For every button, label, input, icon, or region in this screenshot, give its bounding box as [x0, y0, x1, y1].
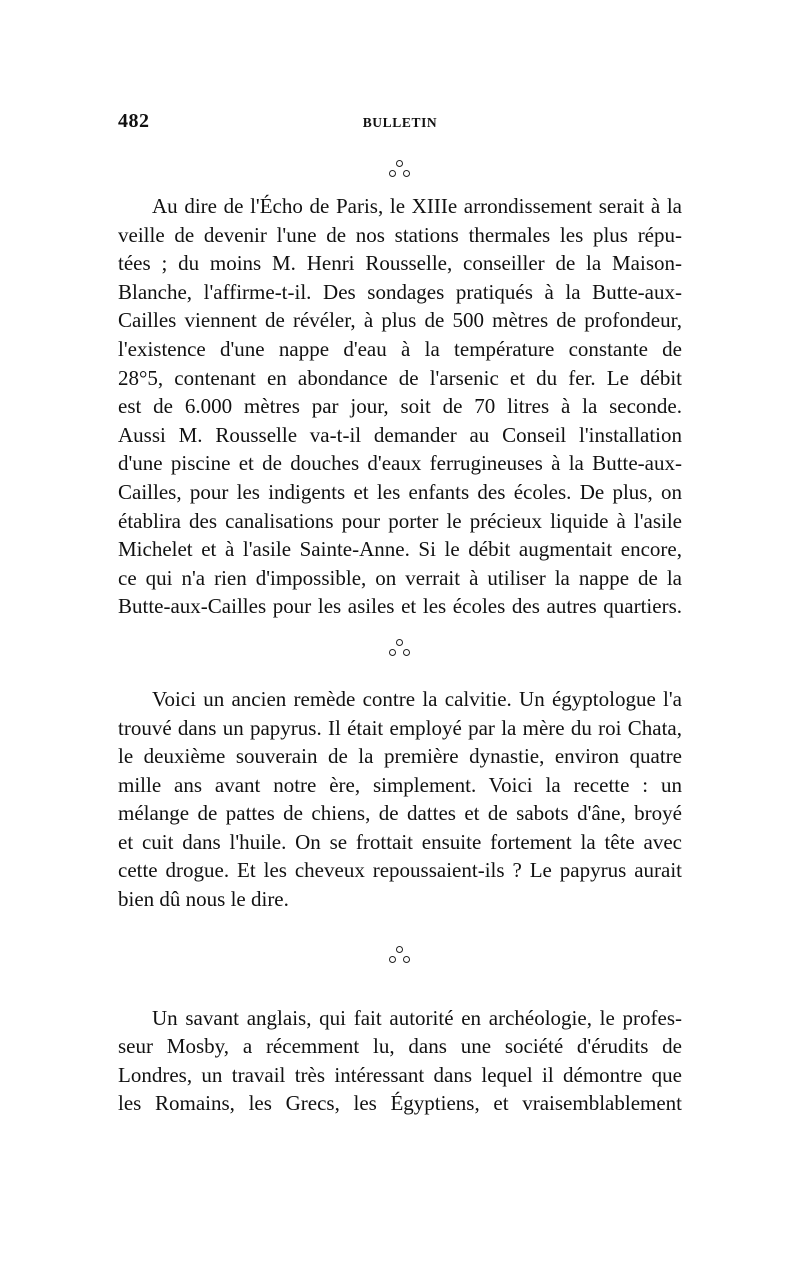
- text-line: Michelet et à l'asile Sainte-Anne. Si le débit augmentait encore,: [118, 537, 682, 562]
- text-line: Voici un ancien remède contre la calvitie. Un égyptologue l'a: [152, 686, 682, 711]
- text-line: les Romains, les Grecs, les Égyptiens, et vraisemblablement: [118, 1091, 682, 1116]
- page-header: [118, 110, 682, 140]
- text-line: Cailles viennent de révéler, à plus de 500 mètres de profondeur,: [118, 308, 682, 333]
- text-line: Cailles, pour les indigents et les enfants des écoles. De plus, on: [118, 479, 682, 504]
- text-line: Un savant anglais, qui fait autorité en archéologie, le profes-: [152, 1005, 682, 1030]
- text-line: mélange de pattes de chiens, de dattes et de sabots d'âne, broyé: [118, 801, 682, 826]
- page: [118, 110, 682, 1118]
- text-line: est de 6.000 mètres par jour, soit de 70 litres à la seconde.: [118, 394, 682, 419]
- text-line: veille de devenir l'une de nos stations thermales les plus répu-: [118, 222, 682, 247]
- text-line: 28°5, contenant en abondance de l'arsenic et du fer. Le débit: [118, 365, 682, 390]
- text-line: seur Mosby, a récemment lu, dans une société d'érudits de: [118, 1034, 682, 1059]
- text-line: d'une piscine et de douches d'eaux ferrugineuses à la Butte-aux-: [118, 451, 682, 476]
- text-line: cette drogue. Et les cheveux repoussaient-ils ? Le papyrus aurait: [118, 858, 682, 883]
- text-line: Butte-aux-Cailles pour les asiles et les écoles des autres quartiers.: [118, 594, 682, 619]
- section-separator-icon: [380, 637, 420, 667]
- text-line: Au dire de l'Écho de Paris, le XIIIe arrondissement serait à la: [152, 194, 682, 218]
- text-line: l'existence d'une nappe d'eau à la température constante de: [118, 336, 682, 361]
- text-line: le deuxième souverain de la première dynastie, environ quatre: [118, 744, 682, 769]
- text-line: bien dû nous le dire.: [118, 887, 289, 912]
- paragraph-calvitie: [118, 685, 682, 914]
- paragraph-savant-anglais: [118, 1004, 682, 1118]
- section-separator-icon: [380, 158, 420, 188]
- text-line: Aussi M. Rousselle va-t-il demander au Conseil l'installation: [118, 422, 682, 447]
- section-separator-icon: [380, 944, 420, 974]
- text-line: trouvé dans un papyrus. Il était employé par la mère du roi Chata,: [118, 715, 682, 740]
- page-number: 482: [118, 110, 150, 132]
- text-line: et cuit dans l'huile. On se frottait ensuite fortement la tête avec: [118, 829, 682, 854]
- text-line: établira des canalisations pour porter le précieux liquide à l'asile: [118, 508, 682, 533]
- text-line: Londres, un travail très intéressant dans lequel il démontre que: [118, 1062, 682, 1087]
- text-line: tées ; du moins M. Henri Rousselle, conseiller de la Maison-: [118, 251, 682, 276]
- text-line: Blanche, l'affirme-t-il. Des sondages pratiqués à la Butte-aux-: [118, 279, 682, 304]
- running-title: BULLETIN: [362, 115, 438, 130]
- text-line: ce qui n'a rien d'impossible, on verrait à utiliser la nappe de la: [118, 565, 682, 590]
- text-line: mille ans avant notre ère, simplement. Voici la recette : un: [118, 772, 682, 797]
- paragraph-echo-de-paris: [118, 192, 682, 621]
